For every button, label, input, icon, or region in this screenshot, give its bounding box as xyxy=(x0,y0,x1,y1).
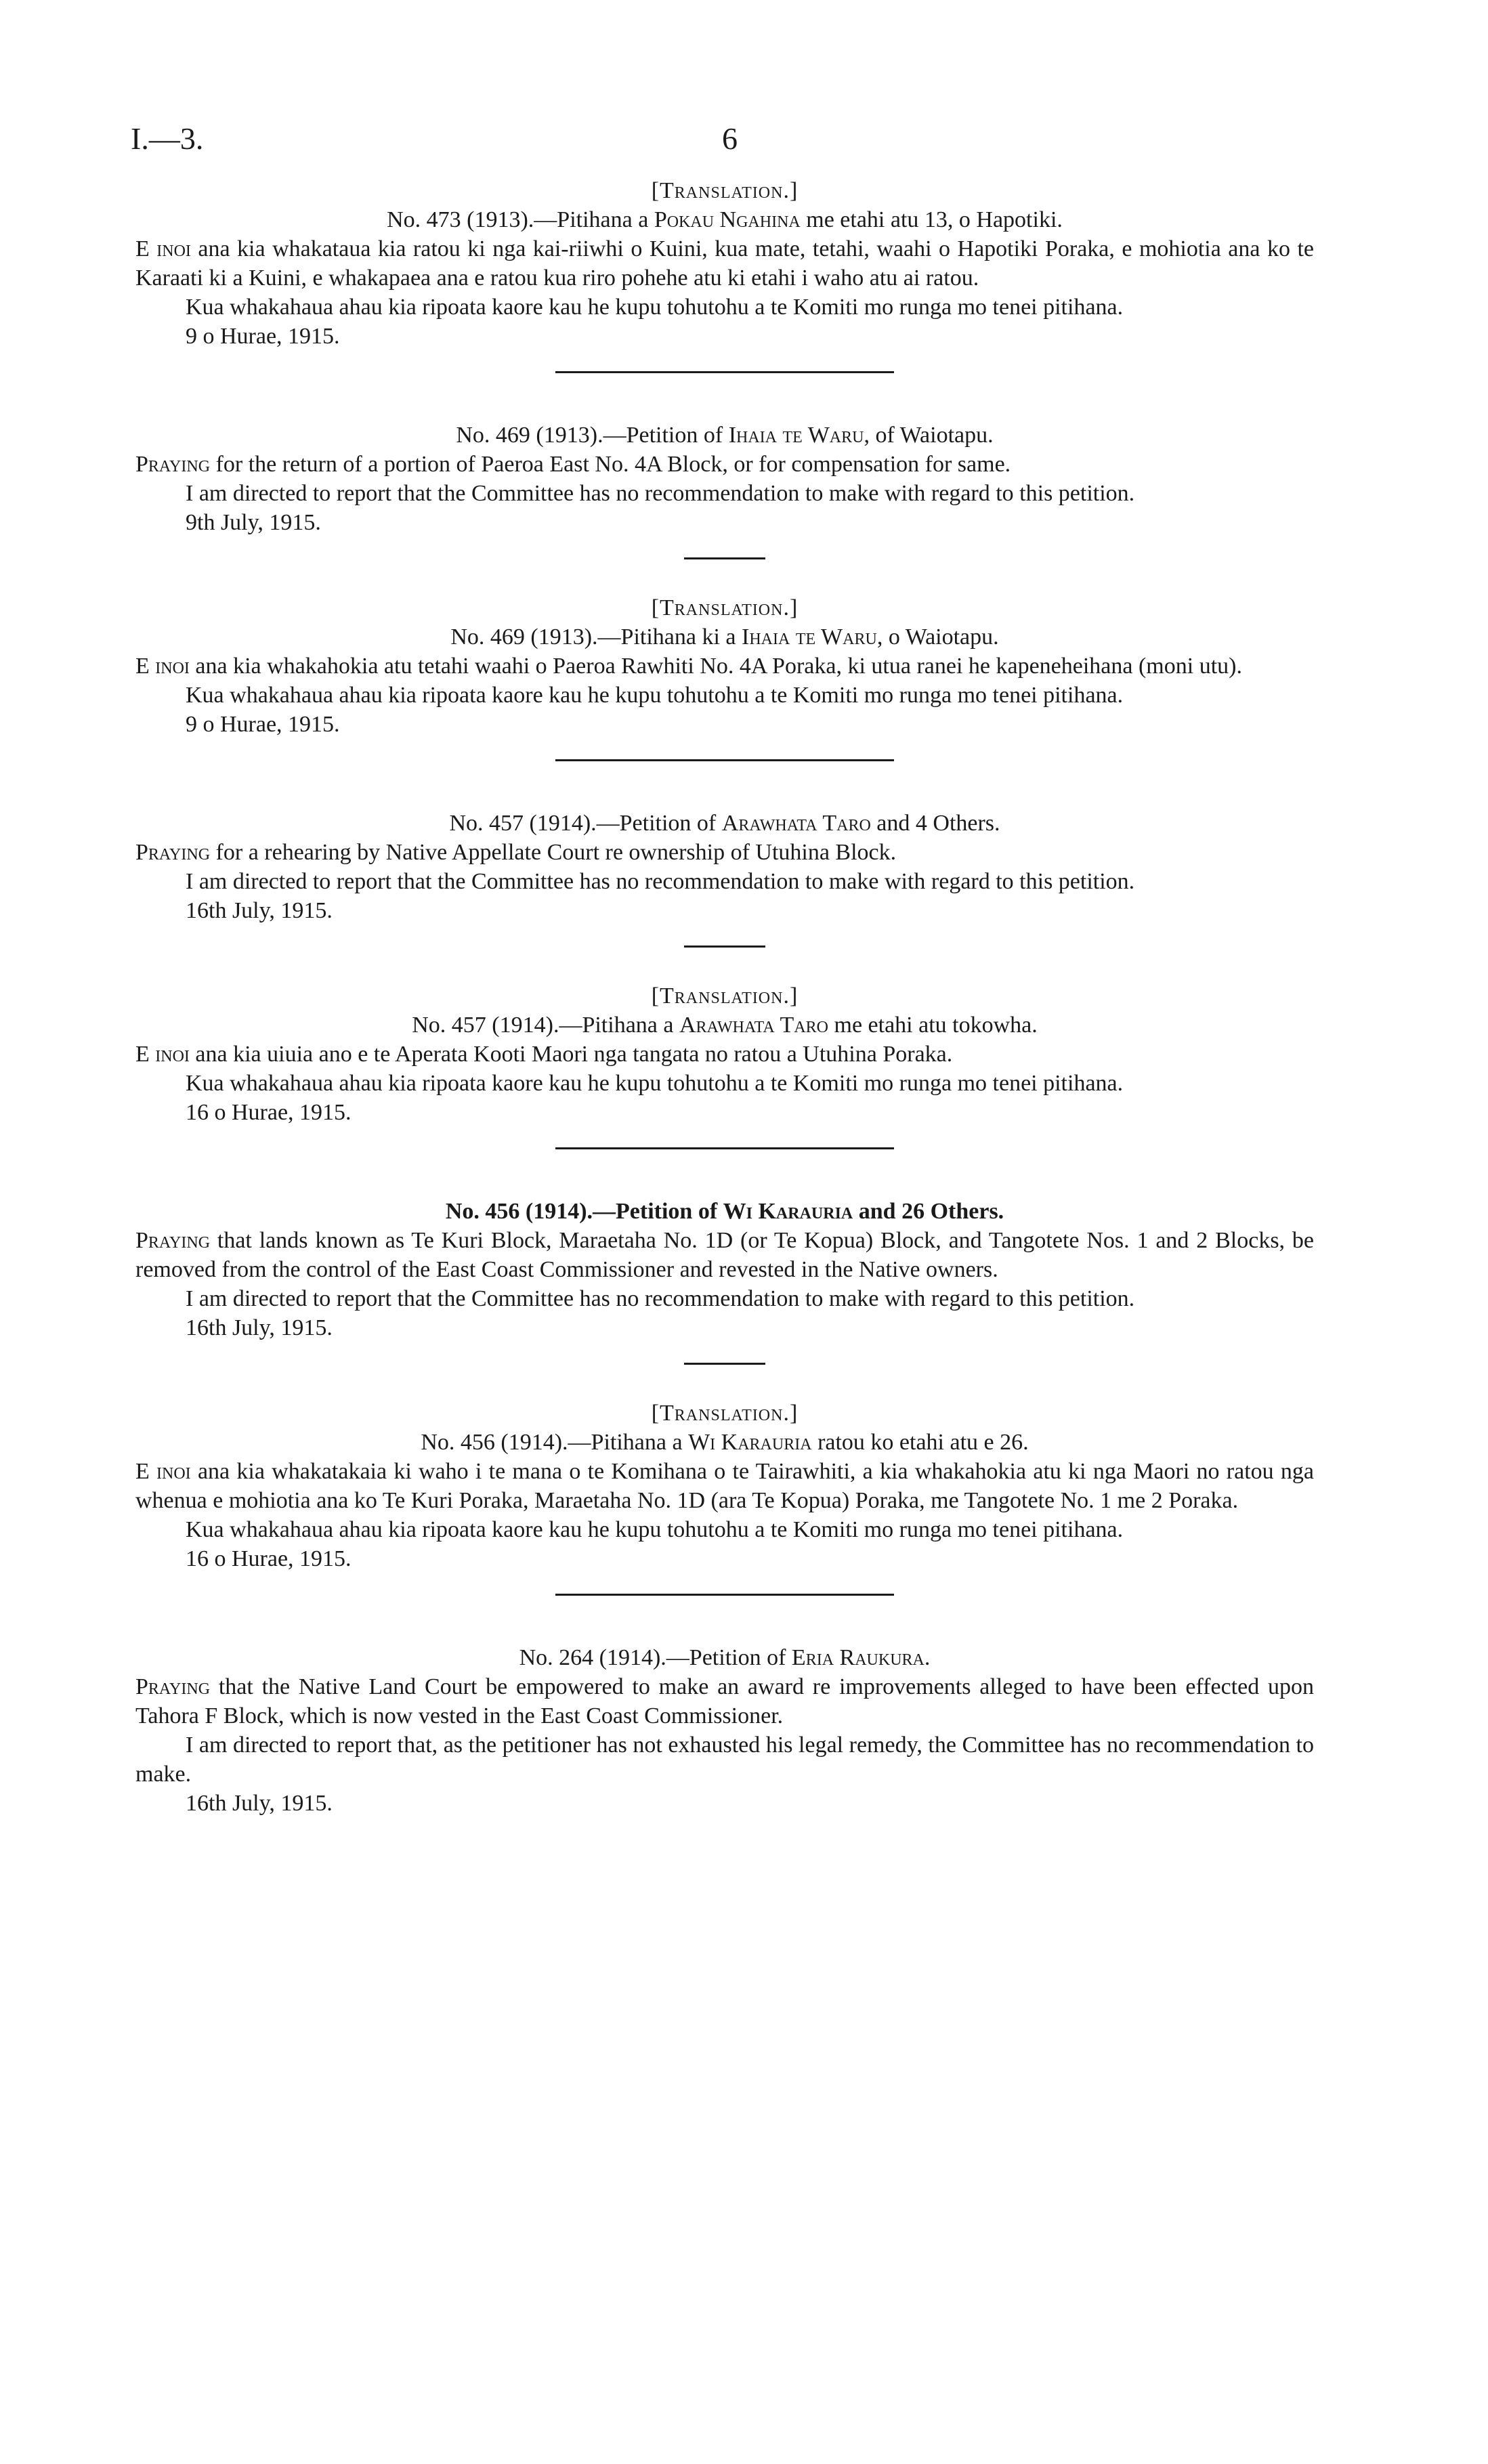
prayer-lead: Praying xyxy=(135,452,211,477)
document-body xyxy=(135,176,1314,1818)
petition-section xyxy=(135,981,1314,1127)
prayer-lead: E inoi xyxy=(135,1042,190,1067)
section-divider xyxy=(555,1594,894,1596)
petition-section xyxy=(135,593,1314,739)
section-divider xyxy=(555,371,894,373)
petition-prayer xyxy=(135,450,1314,479)
series-code: I.—3. xyxy=(131,121,204,156)
translation-divider xyxy=(684,1363,765,1365)
petitioner-name: Ihaia te Waru xyxy=(742,624,877,650)
prayer-lead: Praying xyxy=(135,840,211,865)
petitioner-name: Wi Karauria xyxy=(723,1199,853,1224)
translation-tag: [Translation.] xyxy=(651,178,799,203)
prayer-text: for the return of a portion of Paeroa East No. 4A Block, or for compensation for same. xyxy=(210,452,1011,477)
petition-title xyxy=(135,809,1314,838)
petition-title xyxy=(135,421,1314,450)
petition-section xyxy=(135,1399,1314,1573)
petition-title-suffix: me etahi atu 13, o Hapotiki. xyxy=(800,207,1063,232)
committee-report: I am directed to report that the Committee has no recommendation to make with regard to this petition. xyxy=(186,481,1135,506)
petition-number: No. 264 (1914).—Petition of xyxy=(519,1645,792,1670)
petitioner-name: Ihaia te Waru xyxy=(728,423,864,448)
petitioner-name: Wi Karauria xyxy=(688,1430,812,1455)
translation-tag: [Translation.] xyxy=(651,1401,799,1426)
petition-title xyxy=(135,205,1314,234)
committee-report: I am directed to report that the Committee has no recommendation to make with regard to this petition. xyxy=(186,869,1135,894)
petition-number: No. 456 (1914).—Pitihana a xyxy=(421,1430,689,1455)
prayer-lead: E inoi xyxy=(135,654,190,679)
petition-prayer xyxy=(135,1040,1314,1069)
petition-title xyxy=(135,1011,1314,1040)
petition-title xyxy=(135,1428,1314,1457)
prayer-text: for a rehearing by Native Appellate Court re ownership of Utuhina Block. xyxy=(210,840,897,865)
prayer-lead: Praying xyxy=(135,1674,211,1699)
report-date: 9th July, 1915. xyxy=(186,510,321,535)
committee-report: Kua whakahaua ahau kia ripoata kaore kau he kupu tohutohu a te Komiti mo runga mo tenei pitihana. xyxy=(186,1071,1124,1096)
prayer-lead: E inoi xyxy=(135,236,191,261)
petitioner-name: Arawhata Taro xyxy=(679,1013,828,1038)
translation-tag: [Translation.] xyxy=(651,983,799,1008)
prayer-text: that the Native Land Court be empowered to make an award re improvements alleged to have been effected upon Tahora F Block, which is now vested in the East Coast Commissioner. xyxy=(135,1674,1314,1728)
page-number: 6 xyxy=(722,121,738,156)
petition-title xyxy=(135,1197,1314,1226)
translation-divider xyxy=(684,946,765,948)
report-date: 9 o Hurae, 1915. xyxy=(186,324,340,349)
prayer-lead: E inoi xyxy=(135,1459,191,1484)
section-divider xyxy=(555,1147,894,1149)
petitioner-name: Pokau Ngahina xyxy=(654,207,801,232)
petition-number: No. 457 (1914).—Pitihana a xyxy=(412,1013,679,1038)
petition-prayer xyxy=(135,652,1314,681)
report-date: 16th July, 1915. xyxy=(186,898,333,923)
petition-prayer xyxy=(135,1672,1314,1730)
petition-title xyxy=(135,1643,1314,1672)
translation-tag: [Translation.] xyxy=(651,595,799,620)
prayer-text: ana kia whakahokia atu tetahi waahi o Paeroa Rawhiti No. 4A Poraka, ki utua ranei he kapeneheihana (moni utu). xyxy=(189,654,1242,679)
petition-section xyxy=(135,176,1314,351)
section-divider xyxy=(555,759,894,761)
petition-number: No. 473 (1913).—Pitihana a xyxy=(387,207,654,232)
petitioner-name: Eria Raukura xyxy=(791,1645,924,1670)
report-date: 16 o Hurae, 1915. xyxy=(186,1546,352,1571)
committee-report: Kua whakahaua ahau kia ripoata kaore kau he kupu tohutohu a te Komiti mo runga mo tenei pitihana. xyxy=(186,1517,1124,1542)
report-date: 16 o Hurae, 1915. xyxy=(186,1100,352,1125)
report-date: 9 o Hurae, 1915. xyxy=(186,712,340,737)
committee-report: Kua whakahaua ahau kia ripoata kaore kau he kupu tohutohu a te Komiti mo runga mo tenei pitihana. xyxy=(186,683,1124,708)
petition-number: No. 457 (1914).—Petition of xyxy=(449,811,722,836)
petition-title-suffix: , o Waiotapu. xyxy=(876,624,999,650)
prayer-lead: Praying xyxy=(135,1228,211,1253)
committee-report: I am directed to report that the Committee has no recommendation to make with regard to this petition. xyxy=(186,1286,1135,1311)
report-date: 16th July, 1915. xyxy=(186,1315,333,1340)
petition-section xyxy=(135,809,1314,925)
petition-number: No. 469 (1913).—Petition of xyxy=(456,423,729,448)
petition-number: No. 469 (1913).—Pitihana ki a xyxy=(450,624,742,650)
translation-divider xyxy=(684,557,765,559)
committee-report: Kua whakahaua ahau kia ripoata kaore kau he kupu tohutohu a te Komiti mo runga mo tenei pitihana. xyxy=(186,295,1124,320)
committee-report: I am directed to report that, as the petitioner has not exhausted his legal remedy, the Committee has no recommendation to make. xyxy=(135,1733,1314,1787)
prayer-text: ana kia whakatakaia ki waho i te mana o te Komihana o te Tairawhiti, a kia whakahokia atu ki nga Maori no ratou nga whenua e mohiotia ana ko Te Kuri Poraka, Maraetaha No. 1D (ara Te Kopua) Poraka, me Tangotete No. 1 me 2 Poraka. xyxy=(135,1459,1314,1513)
petition-section xyxy=(135,1197,1314,1342)
petition-title-suffix: . xyxy=(924,1645,931,1670)
prayer-text: that lands known as Te Kuri Block, Maraetaha No. 1D (or Te Kopua) Block, and Tangotete Nos. 1 and 2 Blocks, be removed from the control of the East Coast Commissioner and revested in the Native owners. xyxy=(135,1228,1314,1282)
petition-prayer xyxy=(135,1226,1314,1284)
petition-prayer xyxy=(135,838,1314,867)
prayer-text: ana kia whakataua kia ratou ki nga kai-riiwhi o Kuini, kua mate, tetahi, waahi o Hapotiki Poraka, e mohiotia ana ko te Karaati ki a Kuini, e whakapaea ana e ratou kua riro pohehe atu ki etahi i waho atu ai ratou. xyxy=(135,236,1314,291)
petition-prayer xyxy=(135,234,1314,293)
petition-title xyxy=(135,622,1314,652)
petition-title-suffix: and 26 Others. xyxy=(853,1199,1004,1224)
petition-title-suffix: , of Waiotapu. xyxy=(864,423,994,448)
petition-number: No. 456 (1914).—Petition of xyxy=(445,1199,723,1224)
petition-prayer xyxy=(135,1457,1314,1515)
petition-section xyxy=(135,1643,1314,1818)
petitioner-name: Arawhata Taro xyxy=(721,811,871,836)
petition-section xyxy=(135,421,1314,537)
petition-title-suffix: ratou ko etahi atu e 26. xyxy=(811,1430,1029,1455)
report-date: 16th July, 1915. xyxy=(186,1791,333,1816)
petition-title-suffix: me etahi atu tokowha. xyxy=(828,1013,1038,1038)
petition-title-suffix: and 4 Others. xyxy=(870,811,1000,836)
prayer-text: ana kia uiuia ano e te Aperata Kooti Maori nga tangata no ratou a Utuhina Poraka. xyxy=(189,1042,953,1067)
